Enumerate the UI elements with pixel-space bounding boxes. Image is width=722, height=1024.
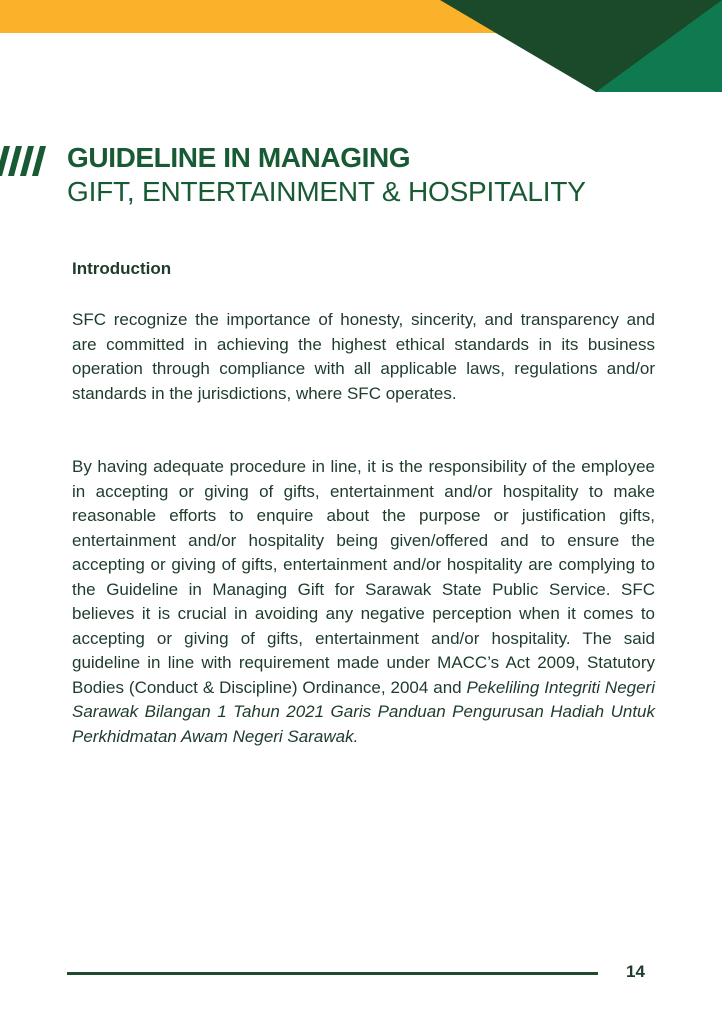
title-line-2: GIFT, ENTERTAINMENT & HOSPITALITY [67, 176, 586, 207]
paragraph-2-end: . [353, 726, 359, 746]
paragraph-1: SFC recognize the importance of honesty, sincerity, and transparency and are committed in achieving the highest ethical standards in its business operation through compliance with all applicable laws, regulations and/or standards in the jurisdictions, where SFC operates. [72, 310, 655, 403]
paragraph-2-italic: Pekeliling Integriti Negeri Sarawak Bilangan 1 Tahun 2021 Garis Panduan Pengurusan Hadiah Untuk Perkhidmatan Awam Negeri Sarawak [72, 677, 655, 746]
section-heading: Introduction [72, 259, 172, 278]
footer-rule [67, 972, 598, 975]
title-line-1: GUIDELINE IN MANAGING [67, 142, 411, 173]
header-decoration [0, 0, 722, 92]
page-number: 14 [626, 962, 645, 981]
page-title [67, 141, 707, 209]
paragraph-2 [72, 455, 655, 749]
slash-stripes-icon [0, 146, 48, 176]
paragraph-2-main: By having adequate procedure in line, it is the responsibility of the employee in accepting or giving of gifts, entertainment and/or hospitality to make reasonable efforts to enquire about the purpose or justification gifts, entertainment and/or hospitality being given/offered and to ensure the accepting or giving of gifts, entertainment and/or hospitality are complying to the Guideline in Managing Gift for Sarawak State Public Service. SFC believes it is crucial in avoiding any negative perception when it comes to accepting or giving of gifts, entertainment and/or hospitality. The said guideline in line with requirement made under MACC’s Act 2009, Statutory Bodies (Conduct & Discipline) Ordinance, 2004 and [72, 457, 655, 697]
